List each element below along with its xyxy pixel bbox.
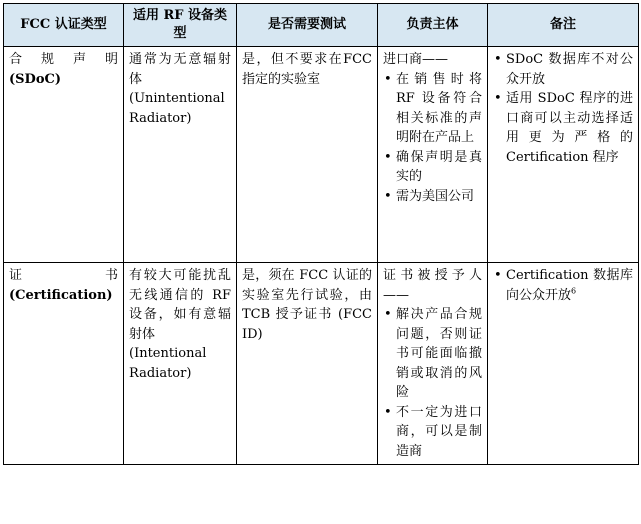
list-item: • 在销售时将 RF 设备符合相关标准的声明附在产品上 [383,70,482,148]
cell-entity-certification: 证书被授予人—— • 解决产品合规问题，否则证书可能面临撤销或取消的风险 • 不一定为进口商，可以是制造商 [378,263,488,465]
type-cn-sdoc: 合 规 声 明 [9,52,118,67]
list-item: • 适用 SDoC 程序的进口商可以主动选择适用更为严格的 Certification 程序 [493,89,633,167]
cell-type-certification [4,263,124,465]
table-row-certification [4,263,639,465]
list-item: • 不一定为进口商，可以是制造商 [383,403,482,462]
header-certification-type: FCC 认证类型 [4,4,124,47]
list-item: • 需为美国公司 [383,187,482,207]
notes-list-certification [493,266,633,305]
cell-notes-certification [488,263,639,465]
list-item: • 确保声明是真实的 [383,148,482,187]
notes-list-sdoc [493,50,633,167]
table-header-row [4,4,639,47]
entity-list-certification [383,305,482,461]
header-testing-required: 是否需要测试 [237,4,378,47]
footnote-marker: 6 [571,286,577,296]
type-cn-certification: 证 书 [9,268,118,283]
header-responsible-entity: 负责主体 [378,4,488,47]
cell-type-sdoc [4,47,124,263]
header-notes: 备注 [488,4,639,47]
cell-testing-sdoc: 是，但不要求在FCC 指定的实验室 [237,47,378,263]
table-row-sdoc [4,47,639,263]
cell-notes-sdoc [488,47,639,263]
list-item: • Certification 数据库向公众开放$^6$ [493,266,633,305]
header-device-type: 适用 RF 设备类型 [124,4,237,47]
cell-testing-certification: 是，须在 FCC 认证的实验室先行试验，由 TCB 授予证书 (FCC ID) [237,263,378,465]
cell-entity-sdoc: 进口商—— • 在销售时将 RF 设备符合相关标准的声明附在产品上 • 确保声明是真实的 • 需为美国公司 [378,47,488,263]
list-item: • SDoC 数据库不对公众开放 [493,50,633,89]
entity-list-sdoc [383,70,482,207]
type-en-sdoc: (SDoC) [9,71,61,87]
list-item: • 解决产品合规问题，否则证书可能面临撤销或取消的风险 [383,305,482,403]
type-en-certification: (Certification) [9,287,113,303]
cell-device-certification: 有较大可能扰乱无线通信的 RF 设备，如有意辐射体 (Intentional Radiator) [124,263,237,465]
cell-device-sdoc: 通常为无意辐射体 (Unintentional Radiator) [124,47,237,263]
fcc-certification-table [3,3,639,465]
